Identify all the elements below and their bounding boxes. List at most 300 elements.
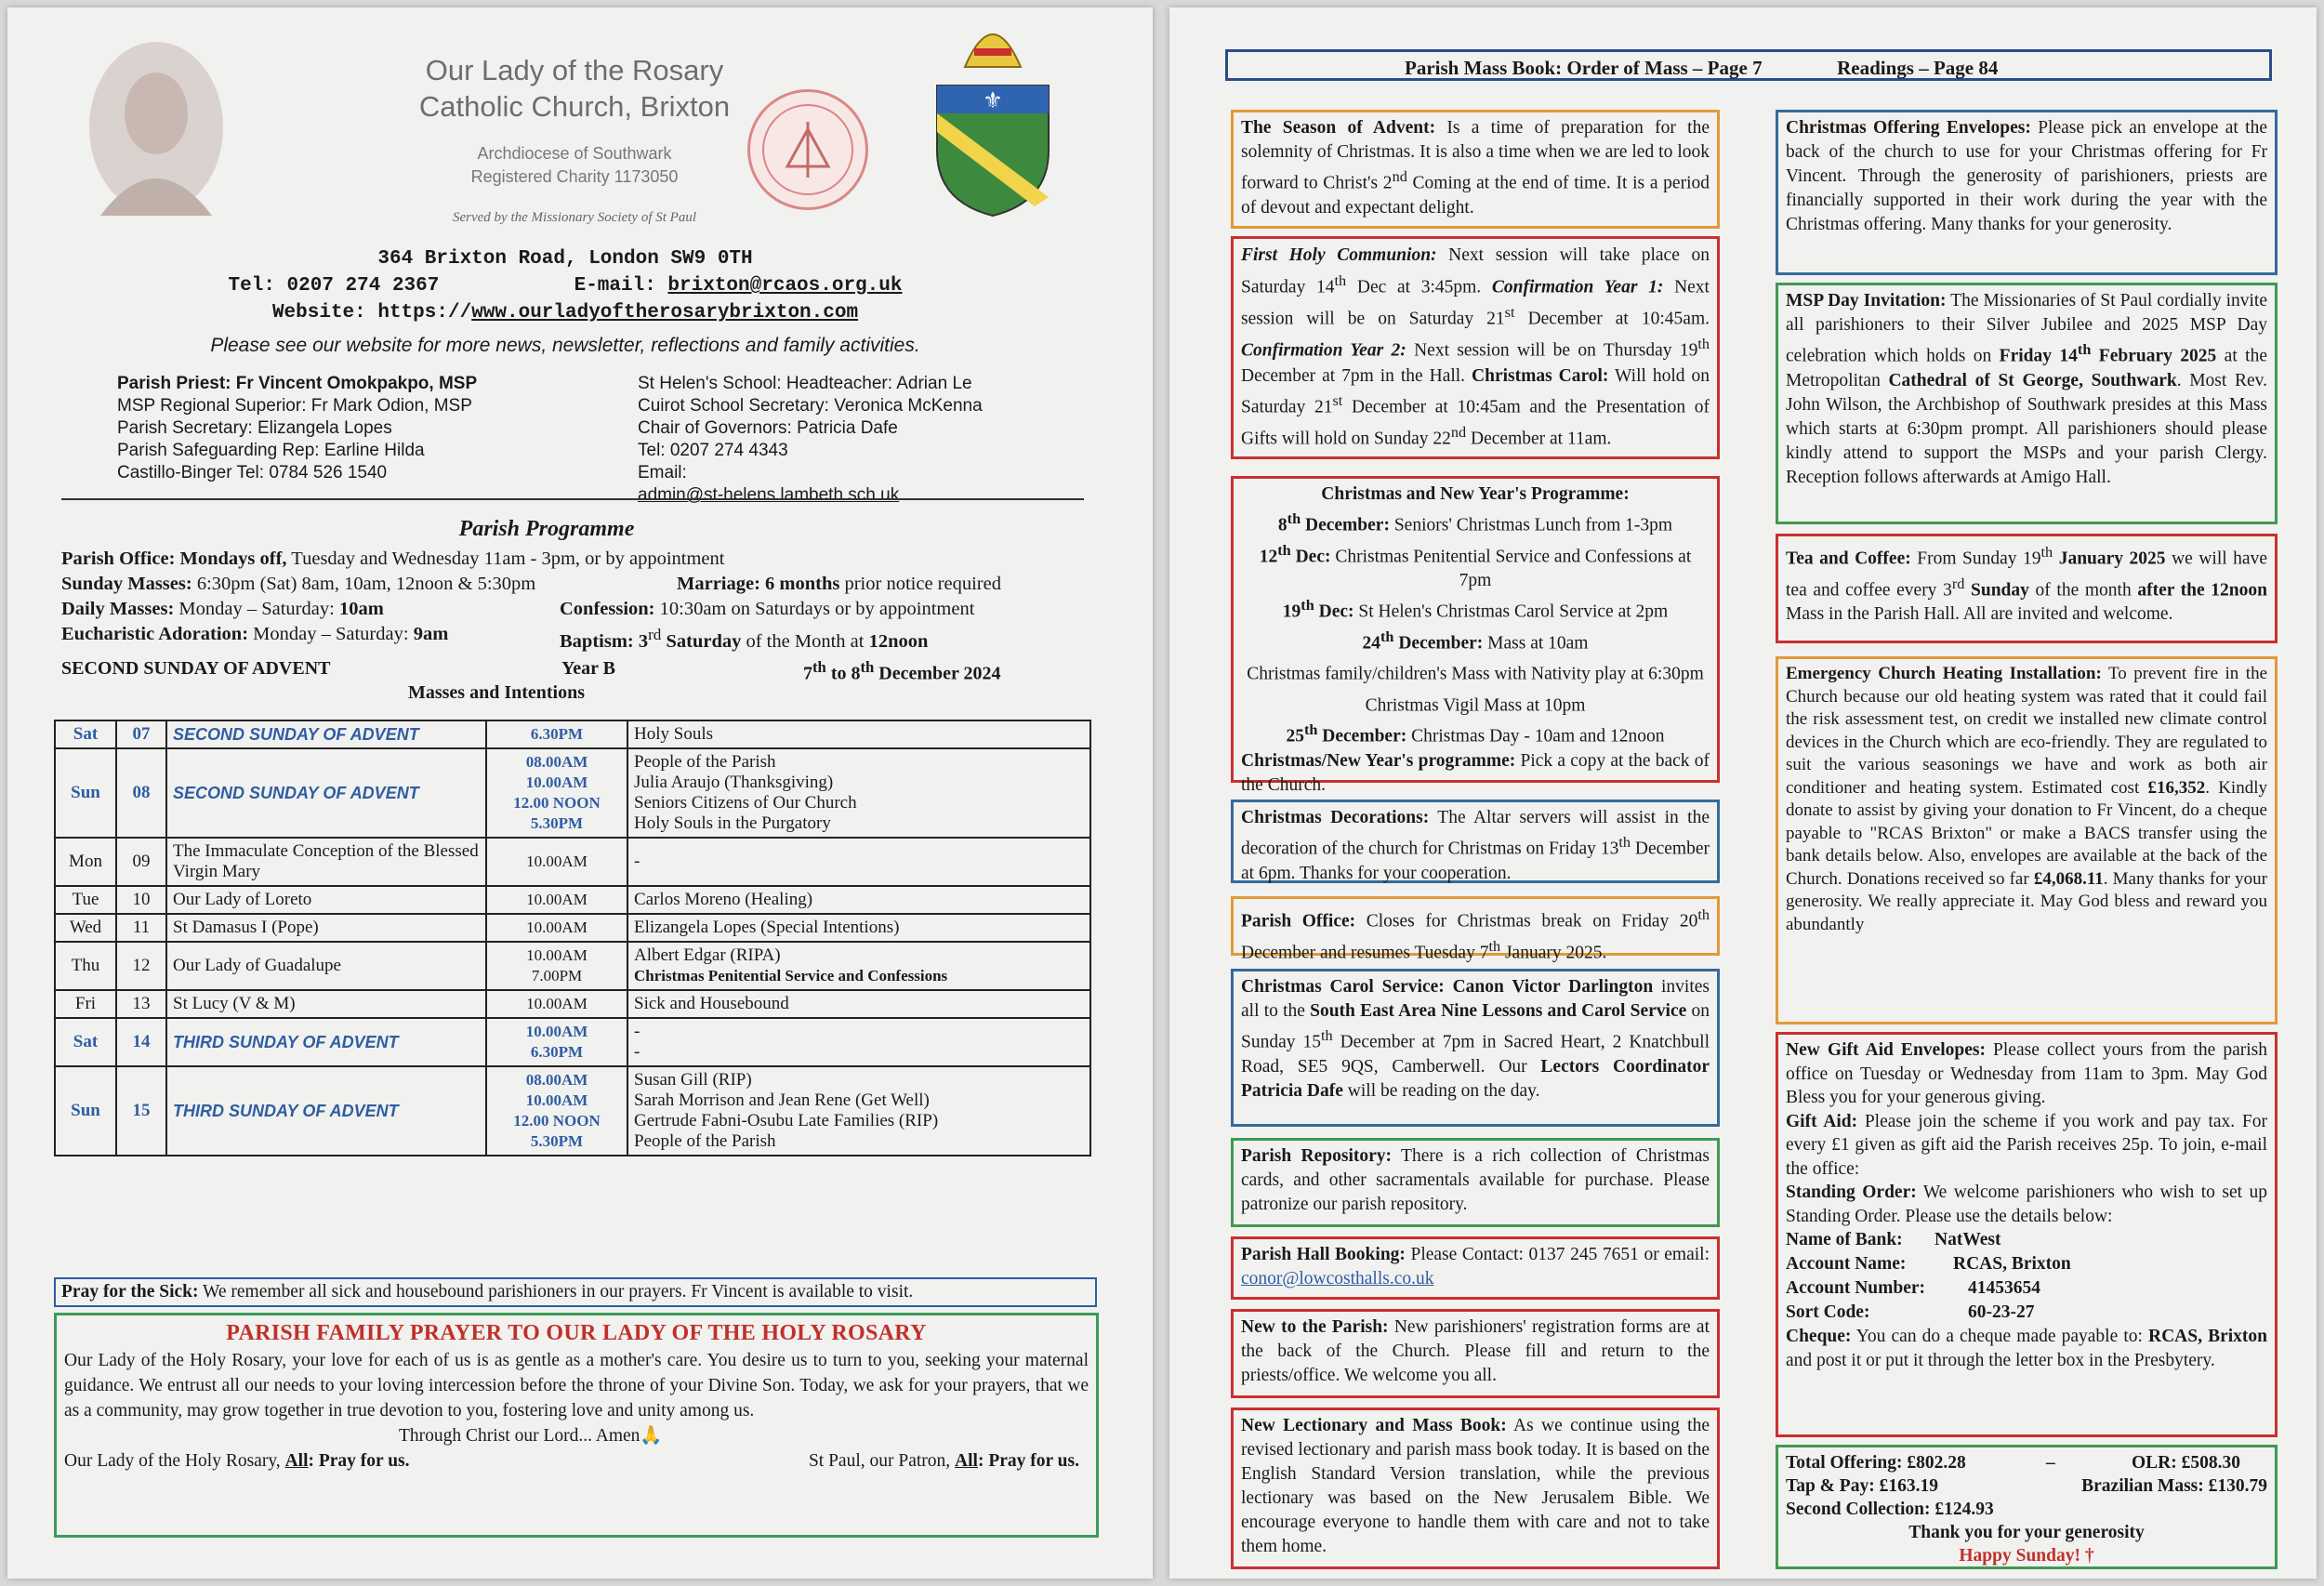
feast-cell: Our Lady of Guadalupe [166, 942, 486, 990]
label: Marriage: 6 months [677, 574, 840, 594]
weekday-cell: Sun [55, 1066, 116, 1156]
staff-line: Chair of Governors: Patricia Dafe [638, 418, 898, 438]
t: of the month [2028, 580, 2138, 600]
num: 12 [1259, 547, 1278, 566]
thanks-line: Thank you for your generosity [1908, 1523, 2145, 1542]
t: Will hold on Saturday 21 [1241, 365, 1710, 417]
l: First Holy Communion: [1241, 245, 1437, 265]
weekday-cell: Sat [55, 720, 116, 748]
phone: Tel: 0207 274 2367 [228, 275, 440, 297]
l: Standing Order: [1786, 1183, 1917, 1202]
intention: - [634, 1042, 640, 1062]
intention: Sarah Morrison and Jean Rene (Get Well) [634, 1090, 930, 1110]
website-link[interactable]: www.ourladyoftherosarybrixton.com [471, 302, 859, 324]
label: December: [1301, 515, 1390, 535]
text: Christmas family/children's Mass with Nativity play at 6:30pm [1247, 664, 1704, 684]
l: Confirmation Year 2: [1241, 340, 1406, 360]
t: To prevent fire in the Church because our old heating system was rated that it could fail the risk assessment test, on credit we installed new climate control devices in the Church which are eco-friendly. They are regulated to suit the various seasonings we have and work as both air conditioner and heating system. Estimated cost [1786, 664, 2268, 798]
time-cell [486, 720, 627, 748]
mass-time: 6.30PM [530, 725, 584, 743]
time-cell [486, 990, 627, 1018]
t: . Many thanks for your generosity. We really appreciate it. May God bless and reward you abundantly [1786, 868, 2267, 934]
l: New Gift Aid Envelopes: [1786, 1040, 1986, 1060]
mass-time: 08.00AM [525, 753, 588, 771]
table-row [55, 990, 1090, 1018]
l: £16,352 [2147, 777, 2206, 798]
feast-cell: SECOND SUNDAY OF ADVENT [166, 748, 486, 838]
staff-line: Cuirot School Secretary: Veronica McKenna [638, 396, 983, 416]
hall-booking-box [1231, 1236, 1720, 1300]
staff-list-right [638, 373, 1084, 507]
day-cell: 15 [116, 1066, 166, 1156]
intention: Christmas Penitential Service and Confessions [634, 967, 948, 985]
l: New Lectionary and Mass Book: [1241, 1416, 1507, 1435]
t: . Most Rev. John Wilson, the Archbishop of Southwark presides at this Mass which starts at 6:30pm prompt. All parishioners should please kindly attend to support the MSPs and your parish Clergy. Reception follows afterwards at Amigo Hall. [1786, 370, 2267, 487]
email-label: E-mail: [574, 275, 656, 297]
week-dates [803, 658, 1001, 685]
programme-line [1241, 718, 1710, 749]
label: Daily Masses: [61, 599, 175, 619]
l: Account Name: [1786, 1254, 1907, 1274]
t: we will have tea and coffee every 3 [1786, 548, 2267, 600]
l: Parish Repository: [1241, 1146, 1393, 1166]
v: RCAS, Brixton [1953, 1254, 2071, 1274]
table-row [55, 914, 1090, 942]
intention: Holy Souls in the Purgatory [634, 813, 831, 833]
l: Christmas Carol: [1472, 365, 1609, 386]
mass-time: 10.00AM [526, 852, 588, 870]
t: : Pray for us. [308, 1451, 410, 1471]
mass-book-bar [1225, 49, 2272, 81]
t: Closes for Christmas break on Friday 20 [1355, 911, 1698, 932]
right-page [1169, 7, 2317, 1579]
l: February 2025 [2091, 346, 2217, 366]
communion-box [1231, 236, 1720, 459]
sup: th [1287, 510, 1301, 527]
email-link[interactable]: brixton@rcaos.org.uk [667, 275, 903, 297]
dash: – [2046, 1453, 2055, 1473]
weekday-cell: Thu [55, 942, 116, 990]
intention: Susan Gill (RIP) [634, 1070, 752, 1090]
t: December at 10:45am and the Presentation of Gifts will hold on Sunday 22 [1241, 397, 1710, 449]
intention: Sick and Housebound [634, 994, 789, 1013]
liturgical-year: Year B [561, 658, 615, 679]
text: Christmas Day - 10am and 12noon [1406, 726, 1665, 747]
l: Friday 14 [1999, 346, 2078, 366]
value: Monday – Saturday: [174, 599, 339, 619]
t: You can do a cheque made payable to: [1851, 1327, 2149, 1346]
tea-coffee-box [1776, 534, 2278, 643]
office-closure-box [1231, 896, 1720, 962]
value-bold: 12noon [868, 630, 929, 652]
t: Is a time of preparation for the solemnity of Christmas. It is also a time when we are led to look forward to Christ's 2 [1241, 118, 1710, 193]
intention-cell [627, 1066, 1090, 1156]
hall-email-link[interactable]: conor@lowcosthalls.co.uk [1241, 1269, 1434, 1289]
left-page [7, 7, 1153, 1579]
value: prior notice required [839, 574, 1001, 594]
gift-aid-box [1776, 1032, 2278, 1437]
brazilian-mass: Brazilian Mass: £130.79 [2081, 1476, 2267, 1496]
weekday-cell: Wed [55, 914, 116, 942]
archdiocese-info: Archdiocese of Southwark Registered Charity 1173050 [470, 144, 679, 186]
liturgical-week [61, 658, 1084, 703]
t: Please collect yours from the parish office on Tuesday or Wednesday from 11am to 3pm. May God Bless you for your generous giving. [1786, 1040, 2268, 1107]
text: St Helen's Christmas Carol Service at 2pm [1353, 601, 1669, 622]
l: Lectors Coordinator Patricia Dafe [1241, 1056, 1710, 1101]
l: Cheque: [1786, 1327, 1852, 1346]
sup: th [860, 658, 875, 676]
l: Sort Code: [1786, 1302, 1870, 1322]
website-note: Please see our website for more news, newsletter, reflections and family activities. [210, 335, 920, 356]
staff-line: Castillo-Binger Tel: 0784 526 1540 [117, 463, 388, 482]
l: Account Number: [1786, 1278, 1926, 1298]
staff-line: Parish Secretary: Elizangela Lopes [117, 418, 392, 438]
day-cell: 10 [116, 886, 166, 914]
value-bold: 9am [413, 624, 449, 644]
s: th [1320, 1027, 1333, 1044]
t: We welcome parishioners who wish to set up Standing Order. Please use the details below: [1786, 1183, 2268, 1226]
school-email-link[interactable]: admin@st-helens.lambeth.sch.uk [638, 485, 900, 505]
day-cell: 13 [116, 990, 166, 1018]
s: th [2040, 544, 2053, 561]
intention-cell [627, 886, 1090, 914]
v: 60-23-27 [1968, 1302, 2035, 1322]
t: and post it or put it through the letter box in the Presbytery. [1786, 1350, 2215, 1370]
mass-time: 10.00AM [526, 995, 588, 1012]
t: invites all to the [1241, 977, 1710, 1021]
programme-line [1241, 593, 1710, 625]
table-row [55, 942, 1090, 990]
value-bold: 10am [338, 599, 384, 619]
intention: - [634, 852, 640, 871]
l: Emergency Church Heating Installation: [1786, 664, 2102, 683]
mass-time: 5.30PM [530, 814, 584, 832]
text: Christmas Penitential Service and Confessions at 7pm [1330, 547, 1692, 590]
intention-cell [627, 942, 1090, 990]
sunday-name: SECOND SUNDAY OF ADVENT [61, 658, 331, 679]
office-hours-row [61, 547, 1084, 572]
num: 8 [1277, 515, 1287, 535]
table-row [55, 1066, 1090, 1156]
pray-for-sick [54, 1277, 1097, 1307]
intention: Julia Araujo (Thanksgiving) [634, 773, 834, 792]
mass-time: 10.00AM [525, 1091, 588, 1109]
l: RCAS, Brixton [2148, 1327, 2267, 1346]
society-seal-icon [747, 89, 868, 210]
feast-cell: THIRD SUNDAY OF ADVENT [166, 1018, 486, 1066]
label: Parish Office: Mondays off, [61, 548, 287, 569]
staff-list-left [117, 373, 601, 484]
carol-service-box [1231, 969, 1720, 1127]
weekday-cell: Tue [55, 886, 116, 914]
account-name-row [1786, 1252, 2267, 1276]
t: : Pray for us. [977, 1451, 1079, 1471]
s: th [1697, 335, 1710, 352]
programme-line [1241, 655, 1710, 687]
s: nd [1392, 168, 1407, 185]
time-cell [486, 914, 627, 942]
l: Confirmation Year 1: [1491, 277, 1664, 297]
decorations-box [1231, 800, 1720, 883]
l: Christmas Carol Service: Canon Victor Darlington [1241, 977, 1654, 997]
value: of the Month at [741, 630, 869, 652]
weekday-cell: Mon [55, 838, 116, 886]
intention-cell [627, 914, 1090, 942]
weekday-cell: Sat [55, 1018, 116, 1066]
table-row [55, 838, 1090, 886]
label: Saturday [661, 630, 742, 652]
l: Parish Hall Booking: [1241, 1245, 1406, 1264]
text: Christmas Vigil Mass at 10pm [1365, 695, 1586, 715]
intention: Holy Souls [634, 724, 713, 744]
value: 10:30am on Saturdays or by appointment [654, 599, 975, 619]
value: 6:30pm (Sat) 8am, 10am, 12noon & 5:30pm [191, 574, 536, 594]
feast-cell: The Immaculate Conception of the Blessed Virgin Mary [166, 838, 486, 886]
t: January 2025. [1500, 943, 1607, 962]
phone-email-row [26, 272, 1104, 299]
church-address: 364 Brixton Road, London SW9 0TH [377, 248, 753, 270]
feast-cell: Our Lady of Loreto [166, 886, 486, 914]
s: th [2077, 341, 2092, 358]
s: st [1504, 303, 1515, 321]
l: MSP Day Invitation: [1786, 291, 1947, 311]
time-cell [486, 1066, 627, 1156]
label: Pray for the Sick: [61, 1282, 199, 1302]
l: after the 12noon [2137, 580, 2267, 600]
s: rd [1951, 575, 1965, 592]
programme-lines [1241, 507, 1710, 749]
new-to-parish-box [1231, 1309, 1720, 1398]
t: Next session will be on Thursday 19 [1406, 340, 1698, 360]
second-collection: Second Collection: £124.93 [1786, 1500, 1994, 1519]
readings-page: Readings – Page 84 [1837, 57, 1999, 79]
l: Name of Bank: [1786, 1230, 1903, 1249]
day-cell: 07 [116, 720, 166, 748]
t: Coming at the end of time. It is a period of devout and expectant delight. [1241, 173, 1710, 218]
text: We remember all sick and housebound parishioners in our prayers. Fr Vincent is available to visit. [198, 1282, 914, 1302]
christmas-programme-box [1231, 476, 1720, 795]
label: Eucharistic Adoration: [61, 624, 249, 644]
programme-line [1241, 507, 1710, 538]
day-cell: 08 [116, 748, 166, 838]
website-row [26, 299, 1104, 326]
tap-row [1786, 1474, 2267, 1498]
sup: th [1301, 597, 1314, 614]
tap-pay: Tap & Pay: £163.19 [1786, 1476, 1938, 1496]
mass-time: 10.00AM [525, 773, 588, 791]
s: th [1697, 906, 1710, 923]
intention: Gertrude Fabni-Osubu Late Families (RIP) [634, 1111, 939, 1130]
t: New parishioners' registration forms are at the back of the Church. Please fill and return to the priests/office. We welcome you all. [1241, 1317, 1710, 1385]
t: December and resumes Tuesday 7 [1241, 943, 1489, 962]
mass-time: 10.00AM [526, 946, 588, 964]
t: Please pick an envelope at the back of the church to use for your Christmas offering for Fr Vincent. Through the generosity of parishioners, priests are financially supported in their work during the year with the Christmas offering. Many thanks for your generosity. [1786, 118, 2267, 234]
school-email-label: Email: [638, 463, 687, 482]
intention: Seniors Citizens of Our Church [634, 793, 857, 813]
account-number-row [1786, 1276, 2267, 1301]
l: New to the Parish: [1241, 1317, 1389, 1337]
time-cell [486, 838, 627, 886]
table-row [55, 886, 1090, 914]
l: The Season of Advent: [1241, 118, 1436, 138]
bank-row [1786, 1228, 2267, 1252]
time-cell [486, 942, 627, 990]
t: . Kindly donate to assist by giving your donation to Fr Vincent, do a cheque payable to "RCAS Brixton" or make a BACS transfer using the bank details below. Also, envelopes are available at the back of the Church. Donations received so far [1786, 777, 2267, 889]
prayer-responses [64, 1448, 1089, 1474]
table-row [55, 1018, 1090, 1066]
t: Dec at 3:45pm. [1346, 277, 1492, 297]
t: There is a rich collection of Christmas cards, and other sacramentals available for purchase. Please patronize our parish repository. [1241, 1146, 1710, 1214]
l: South East Area Nine Lessons and Carol Service [1310, 1001, 1687, 1021]
num: 25 [1286, 726, 1304, 747]
mass-time: 7.00PM [531, 967, 583, 985]
t: December at 11am. [1466, 429, 1612, 449]
t: Next session will take place on Saturday 14 [1241, 245, 1710, 297]
staff-line: Parish Safeguarding Rep: Earline Hilda [117, 441, 425, 460]
intention-cell [627, 990, 1090, 1018]
time-cell [486, 748, 627, 838]
order-of-mass: Parish Mass Book: Order of Mass – Page 7 [1405, 57, 1763, 79]
intention: Albert Edgar (RIPA) [634, 945, 781, 965]
mass-time: 10.00AM [525, 1023, 588, 1040]
intention: Elizangela Lopes (Special Intentions) [634, 918, 900, 937]
coat-of-arms-icon [923, 11, 1063, 220]
text: Mass at 10am [1483, 633, 1589, 653]
t: December at 7pm in the Hall. [1241, 365, 1472, 386]
l: Christmas Offering Envelopes: [1786, 118, 2031, 138]
masses-table [54, 720, 1091, 1156]
divider [61, 498, 1084, 500]
t: As we continue using the revised lectionary and parish mass book today. It is based on the English Standard Version translation, while the previous lectionary was based on the New Jerusalem Bible. We encourage everyone to handle them with care and not to take them home. [1241, 1416, 1710, 1556]
t: The Altar servers will assist in the decoration of the church for Christmas on Friday 13 [1241, 808, 1710, 859]
intention: People of the Parish [634, 752, 776, 772]
t: December at 10:45am. [1514, 309, 1710, 328]
time-cell [486, 886, 627, 914]
contact-block [26, 245, 1104, 326]
day-cell: 14 [116, 1018, 166, 1066]
adoration-row [61, 622, 1084, 652]
l: Parish Office: [1241, 911, 1356, 932]
intention: People of the Parish [634, 1131, 776, 1151]
intention: Carlos Moreno (Healing) [634, 890, 813, 909]
staff-line: Parish Priest: Fr Vincent Omokpakpo, MSP [117, 374, 478, 393]
staff-line: MSP Regional Superior: Fr Mark Odion, MSP [117, 396, 472, 416]
prayer-body: Our Lady of the Holy Rosary, your love for each of us is as gentle as a mother's care. You desire us to turn to you, seeking your maternal guidance. We entrust all our needs to your loving intercession before the throne of your Divine Son. Today, we ask for your prayers, that we as a community, may grow together in true devotion to you, fostering love and unity among us. [64, 1351, 1089, 1421]
masses-title: Masses and Intentions [407, 682, 586, 703]
value: Monday – Saturday: [248, 624, 414, 644]
text: Seniors' Christmas Lunch from 1-3pm [1389, 515, 1673, 535]
intention: - [634, 1022, 640, 1041]
feast-cell: SECOND SUNDAY OF ADVENT [166, 720, 486, 748]
title: Christmas and New Year's Programme: [1321, 484, 1630, 504]
table-row [55, 748, 1090, 838]
l: Sunday [1964, 580, 2029, 600]
intention-cell [627, 748, 1090, 838]
mass-time: 5.30PM [530, 1132, 584, 1150]
sup: rd [648, 626, 662, 643]
d: December 2024 [874, 663, 1001, 684]
time-cell [486, 1018, 627, 1066]
served-by: Served by the Missionary Society of St Paul [452, 210, 697, 225]
v: NatWest [1934, 1230, 2001, 1249]
s: th [1334, 271, 1347, 289]
t: December at 6pm. Thanks for your cooperation. [1241, 839, 1710, 883]
l: January 2025 [2053, 548, 2166, 569]
heating-box [1776, 656, 2278, 1024]
s: th [1618, 834, 1631, 851]
programme-line [1241, 687, 1710, 719]
response-left [64, 1448, 410, 1474]
t: Pick a copy at the back of the Church. [1241, 750, 1710, 795]
s: nd [1450, 424, 1467, 441]
advent-box [1231, 110, 1720, 229]
sup: th [1277, 541, 1291, 559]
t: on Sunday 15 [1241, 1001, 1710, 1052]
d: to 8 [825, 663, 861, 684]
weekday-cell: Sun [55, 748, 116, 838]
t: will be reading on the day. [1342, 1080, 1540, 1101]
label: Baptism: 3 [560, 630, 649, 652]
day-cell: 12 [116, 942, 166, 990]
olr: OLR: £508.30 [2132, 1453, 2240, 1473]
t: December at 7pm in Sacred Heart, 2 Knatchbull Road, SE5 9QS, Camberwell. Our [1241, 1032, 1710, 1077]
l: Cathedral of St George, Southwark [1888, 370, 2177, 390]
mass-time: 12.00 NOON [513, 1112, 601, 1130]
t: Mass in the Parish Hall. All are invited and welcome. [1786, 604, 2173, 624]
happy-sunday: Happy Sunday! † [1959, 1546, 2094, 1566]
table-row [55, 720, 1090, 748]
t: All [284, 1451, 309, 1471]
feast-cell: THIRD SUNDAY OF ADVENT [166, 1066, 486, 1156]
day-cell: 09 [116, 838, 166, 886]
lectionary-box [1231, 1408, 1720, 1569]
prayer-through: Through Christ our Lord... Amen🙏 [399, 1426, 663, 1446]
label: Dec: [1314, 601, 1354, 622]
programme-line [1241, 625, 1710, 656]
sup: th [1303, 721, 1318, 738]
parish-programme [61, 547, 1084, 652]
mass-time: 6.30PM [530, 1043, 584, 1061]
svg-text:⚜: ⚜ [983, 89, 1003, 113]
value: Tuesday and Wednesday 11am - 3pm, or by appointment [286, 548, 725, 569]
weekday-cell: Fri [55, 990, 116, 1018]
daily-masses-row [61, 597, 1084, 622]
l: Christmas/New Year's programme: [1241, 750, 1516, 771]
staff-line: St Helen's School: Headteacher: Adrian Le [638, 374, 972, 393]
parish-programme-title: Parish Programme [458, 517, 635, 541]
total-row [1786, 1451, 2267, 1474]
staff-line: Tel: 0207 274 4343 [638, 441, 788, 460]
day-cell: 11 [116, 914, 166, 942]
label: Confession: [560, 599, 655, 619]
programme-line [1241, 538, 1710, 594]
t: at the Metropolitan [1786, 346, 2267, 390]
t: Our Lady of the Holy Rosary, [64, 1451, 285, 1471]
t: Please join the scheme if you work and pay tax. For every £1 given as gift aid the Parish receives 25p. To join, e-mail the office: [1786, 1111, 2267, 1179]
label: December: [1393, 633, 1484, 653]
mary-image [73, 39, 240, 225]
parish-prayer [54, 1313, 1099, 1538]
num: 24 [1362, 633, 1380, 653]
t: From Sunday 19 [1910, 548, 2041, 569]
sunday-masses-row [61, 572, 1084, 597]
s: st [1332, 392, 1343, 409]
sup: th [1380, 628, 1394, 645]
prayer-title: PARISH FAMILY PRAYER TO OUR LADY OF THE HOLY ROSARY [226, 1321, 927, 1345]
mass-time: 12.00 NOON [513, 794, 601, 812]
t: Next session will be on Saturday 21 [1241, 277, 1710, 328]
intention-cell [627, 720, 1090, 748]
